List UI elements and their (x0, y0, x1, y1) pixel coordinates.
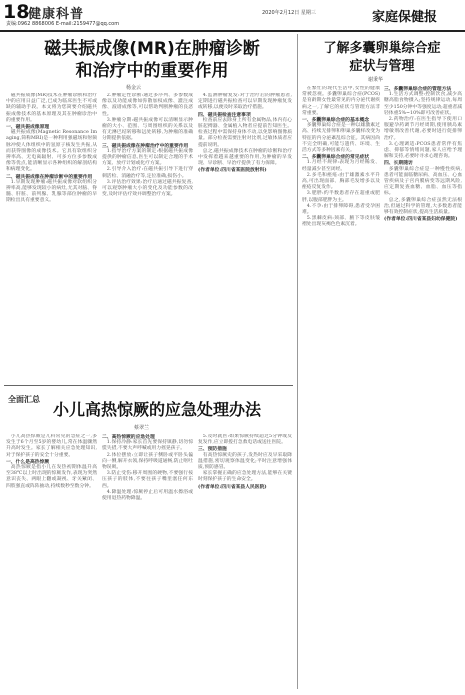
seizure-article-column-2: 二、高热惊厥的应急处理 1.保持冷静:家长首先要保持镇静,切勿惊慌失措,不要大声呼喊或用力摇晃孩子。 2.体位摆放:立即让孩子侧卧或平卧头偏向一侧,解开衣领,保持呼吸道通畅,防止呕吐物误吸。 3.防止受伤:移开周围的硬物,不要强行按压孩子的肢体,不要往孩子嘴里塞任何东西。 4.降温处理:惊厥停止后可用温水擦浴或使用退热药物降温。 (102, 434, 193, 502)
mri-article-title: 磁共振成像(MR)在肿瘤诊断 和治疗中的重要作用 (44, 39, 260, 81)
column-name: 健康科普 (28, 7, 85, 22)
pcos-article-column-2: 三、多囊卵巢综合症的管理方法 1.生活方式调整:控制饮食,减少高糖高脂食物摄入;坚持规律运动,每周至少150分钟中等强度运动;超重者减轻体重5%~10%即可改善症状。 2.药物治疗:在医生指导下使用口服避孕药调节月经周期,使用胰岛素增敏剂改善代谢,必要时进行促排卵治疗。 3.心理调适:PCOS患者常伴有焦虑、抑郁等情绪问题,家人应给予理解和支持,必要时寻求心理咨询。 四、长期随访 多囊卵巢综合症是一种慢性疾病,患者可能面临糖尿病、高血压、心血管疾病及子宫内膜病变等远期风险,应定期复查血糖、血脂、血压等指标。 总之,多囊卵巢综合症虽然无法根治,但通过科学的管理,大多数患者能够有效控制症状,提高生活质量。 (作者单位:四川省某县妇幼保健院) (384, 86, 462, 223)
pcos-article-byline: 谢秉华 (368, 77, 384, 83)
pcos-article-title: 了解多囊卵巢综合症 症状与管理 (323, 41, 441, 74)
mri-article-byline: 杨金云 (126, 85, 142, 91)
masthead (0, 0, 465, 32)
mri-article-column-3: 4.监测肿瘤复发:对于治疗后的肿瘤患者,定期进行磁共振检查可以早期发现肿瘤复发或转移,以便及时采取治疗措施。 四、磁共振检查注意事项 检查前应去除身上所有金属物品,体内有心脏起搏器、金属植入物者应提前告知医生。检查过程中需保持身体不动,以免影响图像质量。部分检查需要注射对比剂,过敏体质者应提前说明。 总之,磁共振成像技术在肿瘤的诊断和治疗中发挥着越来越重要的作用,为肿瘤的早发现、早诊断、早治疗提供了有力保障。 (作者单位:四川省某医院放射科) (198, 93, 292, 174)
mri-article-column-1: 磁共振成像(MR)技术在肿瘤诊断和治疗中的应用日益广泛,已成为临床医生不可或缺的辅助手段。本文将为您简要介绍磁共振成像技术的基本原理及其在肿瘤诊治中的重要作用。 一、磁共振成像原理 磁共振成像(Magnetic Resonance Imaging,简称MRI)是一种利用强磁场和射频脉冲使人体组织中的氢原子核发生共振,从而获得图像的成像技术。它具有软组织分辨率高、无电离辐射、可多方位多参数成像等优点,能清晰显示各种组织的解剖结构和病理变化。 二、磁共振成像在肿瘤诊断中的重要作用 1.早期发现肿瘤:磁共振成像对软组织分辨率高,能够发现较小的病灶,尤其对脑、脊髓、肝脏、前列腺、乳腺等部位肿瘤的早期检出具有重要意义。 (6, 93, 97, 204)
newspaper-name: 家庭保健报 (372, 10, 438, 25)
seizure-article-title: 小儿高热惊厥的应急处理办法 (52, 400, 261, 419)
article-divider (4, 385, 293, 386)
seizure-article-kicker: 全面汇总 (8, 395, 40, 404)
seizure-article-column-1: 小儿高热惊厥是儿科常见的急症之一,多发生于6个月至5岁的婴幼儿,常在体温骤然升高时发生。家长了解相关应急处理知识,对于保护孩子的安全十分重要。 一、什么是高热惊厥 高热惊厥是指小儿在发热初期体温升高至38℃以上时出现的惊厥发作,表现为突然意识丧失、两眼上翻或凝视、牙关紧闭、四肢强直或阵阵抽动,持续数秒至数分钟。 (6, 434, 97, 489)
mri-article-column-2: 2.肿瘤定性诊断:通过多序列、多参数成像以及功能成像如弥散加权成像、灌注成像、波谱成像等,可以帮助判断肿瘤的良恶性。 3.肿瘤分期:磁共振成像可以清晰显示肿瘤的大小、范围、与周围组织的关系以及有无淋巴结转移和远处转移,为肿瘤的准确分期提供依据。 三、磁共振成像在肿瘤治疗中的重要作用 1.指导治疗方案的制定:根据磁共振成像提供的肿瘤信息,医生可以制定合理的手术方案、放疗计划或化疗方案。 2.引导介入治疗:在磁共振引导下进行穿刺活检、消融治疗等,定位准确,损伤小。 3.评估治疗效果:治疗后通过磁共振复查,可以观察肿瘤大小的变化及功能参数的改变,及时评估疗效并调整治疗方案。 (102, 93, 193, 198)
pcos-article-column-1: 在繁忙的现代生活中,女性的健康常被忽视。多囊卵巢综合症(PCOS)是育龄期女性最常见的内分泌代谢疾病之一,了解它的症状与管理方法非常重要。 一、多囊卵巢综合症的基本概念 多囊卵巢综合症是一种以雄激素过高、持续无排卵和卵巢多囊样改变为特征的内分泌紊乱综合征。其病因尚不完全明确,可能与遗传、环境、生活方式等多种因素有关。 二、多囊卵巢综合症的常见症状 1.月经不规律:表现为月经稀发、经量减少甚至闭经。 2.多毛和痤疮:由于雄激素水平升高,可出现面部、胸部毛发增多以及痤疮反复发作。 3.肥胖:约半数患者存在超重或肥胖,以腹部肥胖为主。 4.不孕:由于排卵障碍,患者受孕困难。 5.黑棘皮病:颈部、腋下等皮肤皱褶处出现灰褐色色素沉着。 (302, 86, 380, 228)
issue-date: 2020年2月12日 星期三 (262, 10, 316, 16)
column-divider (297, 34, 298, 689)
editor-contact: 责编:0962 8868006 E-mail:2159477@qq.com (6, 21, 120, 27)
seizure-article-byline: 蔡翠兰 (134, 425, 150, 431)
page-number: 18 (3, 1, 30, 23)
seizure-article-column-3: 5.及时就医:如果惊厥持续超过5分钟或反复发作,应立即拨打急救电话或送往医院。 三、预防措施 有高热惊厥史的孩子,发热时应及早采取降温措施,密切观察体温变化;平时注意增强体质,预防感冒。 家长掌握正确的应急处理方法,能够在关键时刻保护孩子的生命安全。 (作者单位:四川省某县人民医院) (198, 434, 292, 490)
